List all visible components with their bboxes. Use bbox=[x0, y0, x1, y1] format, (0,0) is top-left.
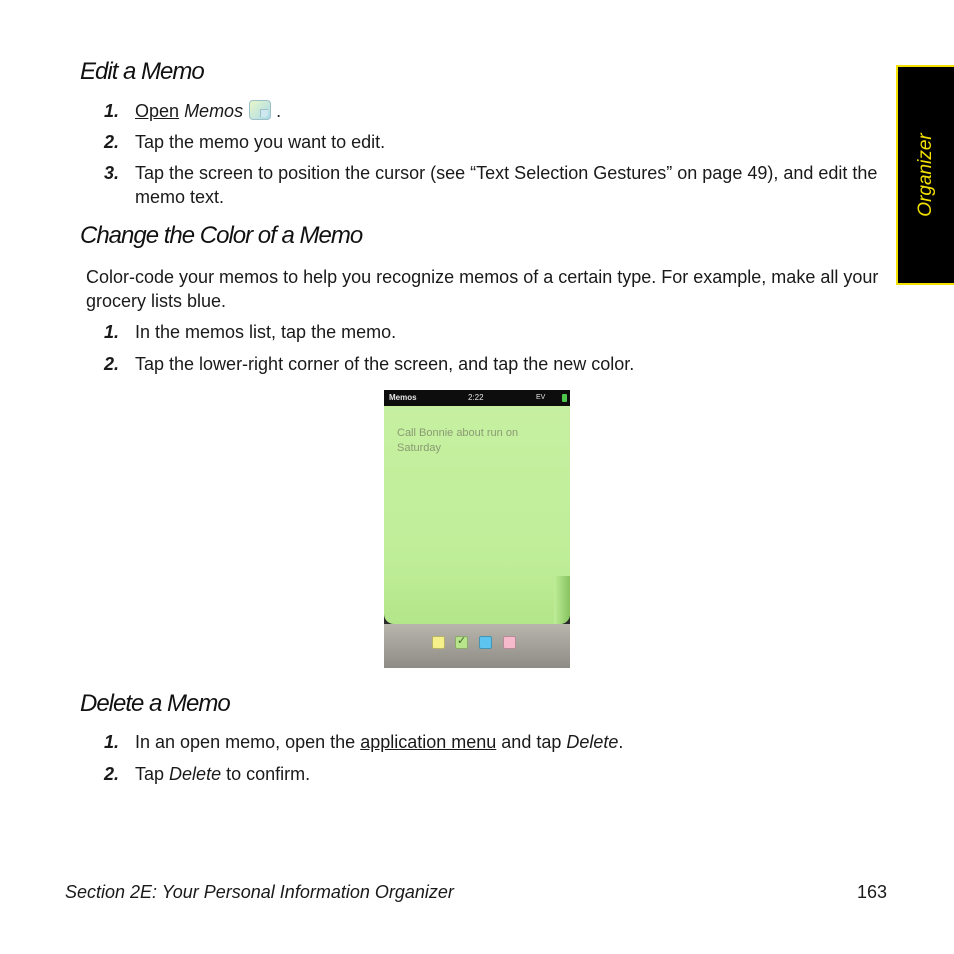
footer-section-title: Section 2E: Your Personal Information Organizer bbox=[65, 882, 454, 902]
color-step-1 bbox=[104, 320, 884, 344]
memo-note[interactable] bbox=[384, 406, 570, 624]
step-number: 3. bbox=[104, 163, 120, 183]
step-number: 2. bbox=[104, 764, 120, 784]
memos-app-name: Memos bbox=[184, 101, 244, 121]
step-number: 1. bbox=[104, 732, 120, 752]
step-text: In an open memo, open the bbox=[135, 732, 356, 752]
color-tray bbox=[384, 624, 570, 668]
heading-change-color: Change the Color of a Memo bbox=[80, 222, 363, 249]
edit-step-1 bbox=[104, 99, 884, 123]
memo-corner-curl[interactable] bbox=[554, 576, 570, 624]
memo-text[interactable]: Call Bonnie about run on Saturday bbox=[397, 427, 519, 454]
step-number: 1. bbox=[104, 322, 120, 342]
memo-screenshot bbox=[384, 390, 570, 668]
step-text: to confirm. bbox=[226, 764, 311, 784]
heading-delete-memo: Delete a Memo bbox=[80, 690, 230, 717]
edit-step-2 bbox=[104, 130, 884, 154]
swatch-pink[interactable] bbox=[503, 636, 516, 649]
open-link[interactable]: Open bbox=[135, 101, 180, 121]
step-text: Tap bbox=[135, 764, 165, 784]
memo-app-icon bbox=[249, 100, 271, 120]
step-text: Tap the memo you want to edit. bbox=[135, 132, 386, 152]
delete-step-1 bbox=[104, 730, 884, 754]
delete-term: Delete bbox=[169, 764, 222, 784]
step-end: . bbox=[618, 732, 624, 752]
swatch-yellow[interactable] bbox=[432, 636, 445, 649]
color-step-2 bbox=[104, 352, 884, 376]
swatch-green[interactable] bbox=[455, 636, 468, 649]
app-menu-title[interactable]: Memos bbox=[389, 393, 417, 402]
swatch-blue[interactable] bbox=[479, 636, 492, 649]
battery-icon bbox=[562, 394, 567, 402]
application-menu-link[interactable]: application menu bbox=[360, 732, 497, 752]
color-intro: Color-code your memos to help you recognize memos of a certain type. For example, make all your grocery lists blue. bbox=[86, 267, 879, 311]
delete-term: Delete bbox=[566, 732, 619, 752]
step-number: 2. bbox=[104, 354, 120, 374]
status-bar bbox=[384, 390, 570, 406]
heading-edit-memo: Edit a Memo bbox=[80, 58, 204, 85]
edit-step-3 bbox=[104, 161, 884, 209]
page-number: 163 bbox=[857, 882, 888, 902]
side-tab-label: Organizer bbox=[915, 133, 936, 217]
delete-step-2 bbox=[104, 762, 884, 786]
clock: 2:22 bbox=[468, 393, 484, 402]
step-number: 1. bbox=[104, 101, 120, 121]
step-text: and tap bbox=[501, 732, 562, 752]
step-text: Tap the screen to position the cursor (see “Text Selection Gestures” on page 49), and edit the memo text. bbox=[135, 163, 878, 207]
step-text: Tap the lower-right corner of the screen, and tap the new color. bbox=[135, 354, 635, 374]
step-end: . bbox=[276, 101, 282, 121]
signal-indicator: EV bbox=[536, 394, 546, 401]
step-number: 2. bbox=[104, 132, 120, 152]
side-tab-organizer bbox=[896, 65, 954, 285]
step-text: In the memos list, tap the memo. bbox=[135, 322, 397, 342]
